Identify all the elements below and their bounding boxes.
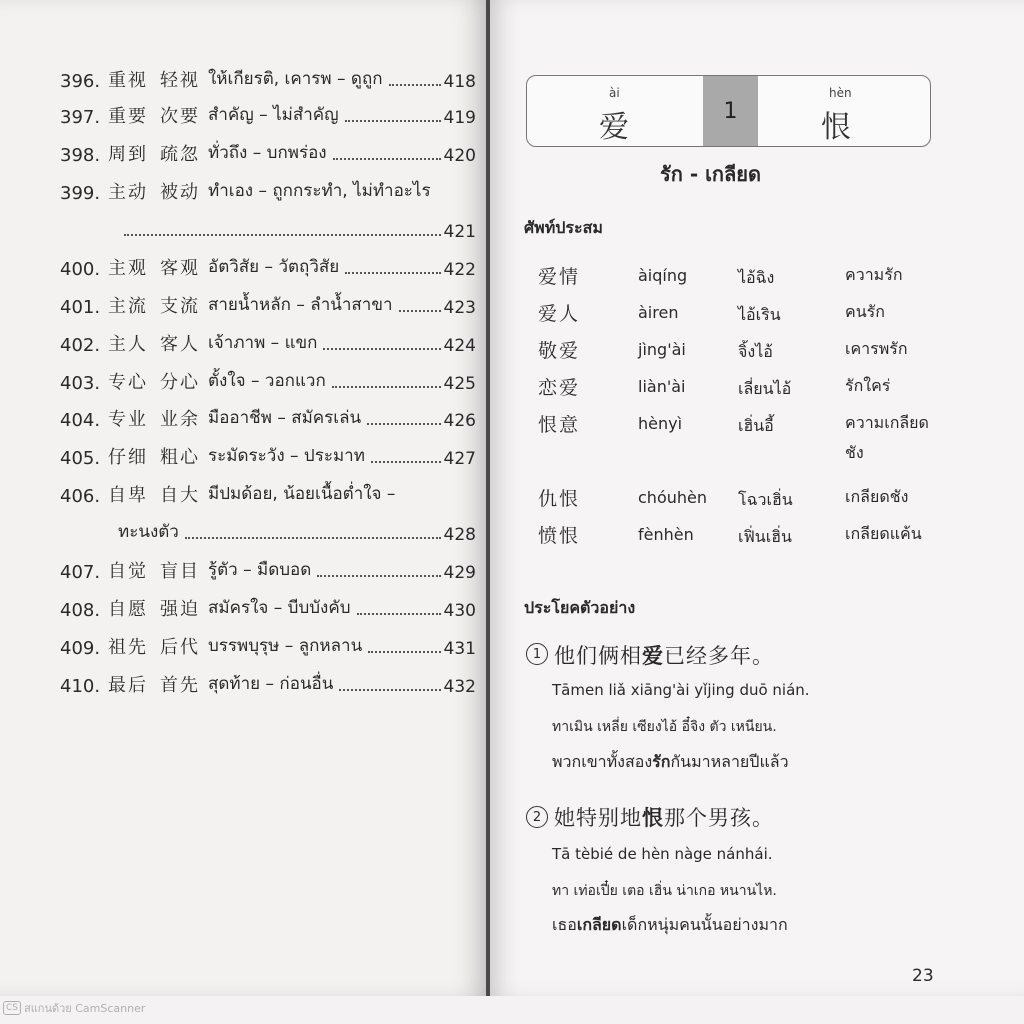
toc-page-number: 421 xyxy=(443,222,476,242)
toc-leader xyxy=(124,234,441,236)
vocab-thai-reading: โฉวเฮิ่น xyxy=(738,490,793,509)
toc-word-2: 分心 xyxy=(160,372,200,393)
example-thai-translation xyxy=(552,913,788,938)
toc-row xyxy=(60,62,476,92)
lesson-title-box xyxy=(526,75,931,147)
toc-row-continuation xyxy=(110,515,476,545)
toc-word-1: 主动 xyxy=(108,182,148,203)
toc-row xyxy=(60,364,476,394)
toc-thai: เจ้าภาพ – แขก xyxy=(208,333,318,353)
toc-page-number: 422 xyxy=(443,260,476,280)
vocab-meaning: ความรัก xyxy=(845,265,903,284)
toc-thai: มีปมด้อย, น้อยเนื้อต่ำใจ – xyxy=(208,484,396,504)
toc-page-number: 427 xyxy=(443,449,476,469)
toc-thai: บรรพบุรุษ – ลูกหลาน xyxy=(208,636,363,656)
toc-page-number: 426 xyxy=(443,411,476,431)
toc-word-2: 客人 xyxy=(160,334,200,355)
toc-row xyxy=(60,250,476,280)
toc-number: 396. xyxy=(60,71,101,92)
example-pinyin: Tā tèbié de hèn nàge nánhái. xyxy=(552,845,773,863)
left-pinyin: ài xyxy=(609,86,620,100)
right-pinyin: hèn xyxy=(829,86,852,100)
scanner-watermark xyxy=(3,999,145,1017)
toc-word-1: 最后 xyxy=(108,675,148,696)
toc-word-1: 周到 xyxy=(108,144,148,165)
toc-number: 410. xyxy=(60,676,101,697)
vocab-word: 恋爱 xyxy=(538,377,581,399)
toc-word-1: 祖先 xyxy=(108,637,148,658)
toc-leader xyxy=(371,461,441,463)
toc-row xyxy=(60,326,476,356)
toc-thai: สุดท้าย – ก่อนอื่น xyxy=(208,674,334,694)
toc-row xyxy=(60,174,476,204)
example-thai-text: เด็กหนุ่มคนนั้นอย่างมาก xyxy=(621,915,788,934)
toc-page-number: 430 xyxy=(443,601,476,621)
example-thai-reading: ทา เท่อเปี๋ย เตอ เฮิ่น น่าเกอ หนานไห. xyxy=(552,883,777,899)
toc-word-2: 疏忽 xyxy=(160,144,200,165)
example-number: 2 xyxy=(526,806,548,828)
toc-page-number: 432 xyxy=(443,677,476,697)
toc-leader xyxy=(333,158,441,160)
toc-leader xyxy=(399,310,441,312)
right-hanzi: 恨 xyxy=(821,110,851,145)
toc-word-2: 强迫 xyxy=(160,599,200,620)
vocab-word: 愤恨 xyxy=(538,525,581,547)
toc-thai: ทำเอง – ถูกกระทำ, ไม่ทำอะไร xyxy=(208,181,431,201)
vocab-thai-reading: เลี่ยนไอ้ xyxy=(738,379,792,398)
example-thai-text: พวกเขาทั้งสอง xyxy=(552,752,653,771)
vocab-thai-reading: เฮิ่นอี้ xyxy=(738,416,774,435)
toc-word-1: 自愿 xyxy=(108,599,148,620)
vocab-pinyin: àiren xyxy=(638,303,679,322)
toc-word-1: 主流 xyxy=(108,296,148,317)
example-pinyin: Tāmen liǎ xiāng'ài yǐjing duō nián. xyxy=(552,681,810,699)
toc-row xyxy=(60,136,476,166)
toc-word-1: 专心 xyxy=(108,372,148,393)
example-thai-keyword: รัก xyxy=(652,752,671,771)
toc-word-1: 专业 xyxy=(108,409,148,430)
vocab-meaning: เคารพรัก xyxy=(845,339,908,358)
vocab-pinyin: liàn'ài xyxy=(638,377,686,396)
toc-word-2: 自大 xyxy=(160,485,200,506)
toc-row xyxy=(60,553,476,583)
example-chinese xyxy=(554,640,774,670)
vocab-pinyin: hènyì xyxy=(638,414,683,433)
toc-row xyxy=(60,98,476,128)
toc-word-1: 主人 xyxy=(108,334,148,355)
toc-row xyxy=(60,439,476,469)
toc-thai: ตั้งใจ – วอกแวก xyxy=(208,371,326,391)
example-keyword: 爱 xyxy=(642,644,664,668)
vocab-meaning: ความเกลียดชัง xyxy=(845,413,929,462)
toc-page-number: 419 xyxy=(443,108,476,128)
vocab-thai-reading: ไอ้เริน xyxy=(738,305,781,324)
toc-word-2: 粗心 xyxy=(160,447,200,468)
toc-number: 397. xyxy=(60,107,101,128)
toc-page-number: 418 xyxy=(443,72,476,92)
toc-leader xyxy=(368,651,440,653)
vocab-thai-reading: จิ้งไอ้ xyxy=(738,342,773,361)
toc-number: 408. xyxy=(60,600,101,621)
lesson-number xyxy=(703,76,758,146)
toc-word-2: 业余 xyxy=(160,409,200,430)
scan-footer xyxy=(0,996,1024,1024)
page-number: 23 xyxy=(912,966,934,986)
left-hanzi: 爱 xyxy=(599,110,629,145)
toc-number: 401. xyxy=(60,297,101,318)
toc-number: 409. xyxy=(60,638,101,659)
toc-word-2: 轻视 xyxy=(160,70,200,91)
toc-page-number: 424 xyxy=(443,336,476,356)
toc-number: 402. xyxy=(60,335,101,356)
toc-leader xyxy=(389,84,441,86)
toc-thai: สมัครใจ – บีบบังคับ xyxy=(208,598,351,618)
toc-word-2: 客观 xyxy=(160,258,200,279)
example-number: 1 xyxy=(526,643,548,665)
toc-leader xyxy=(317,575,440,577)
toc-row xyxy=(60,591,476,621)
toc-leader xyxy=(185,537,441,539)
toc-word-1: 重视 xyxy=(108,70,148,91)
toc-row xyxy=(60,629,476,659)
toc-number: 407. xyxy=(60,562,101,583)
vocab-pinyin: jìng'ài xyxy=(638,340,686,359)
toc-thai: ให้เกียรติ, เคารพ – ดูถูก xyxy=(208,69,383,89)
examples-heading: ประโยคตัวอย่าง xyxy=(524,598,636,617)
toc-number: 404. xyxy=(60,410,101,431)
toc-number: 403. xyxy=(60,373,101,394)
toc-number: 399. xyxy=(60,183,101,204)
toc-thai: มืออาชีพ – สมัครเล่น xyxy=(208,408,362,428)
toc-word-1: 自觉 xyxy=(108,561,148,582)
example-chinese-text: 他们俩相 xyxy=(554,644,642,668)
toc-page-number: 425 xyxy=(443,374,476,394)
toc-thai: สายน้ำหลัก – ลำน้ำสาขา xyxy=(208,295,393,315)
toc-number: 406. xyxy=(60,486,101,507)
example-chinese-text: 她特别地 xyxy=(554,806,642,830)
example-thai-reading: ทาเมิน เหลี่ย เซียงไอ้ อี๋จิง ตัว เหนียน. xyxy=(552,719,777,735)
toc-page-number: 428 xyxy=(443,525,476,545)
toc-word-1: 重要 xyxy=(108,106,148,127)
example-keyword: 恨 xyxy=(642,806,664,830)
toc-number: 400. xyxy=(60,259,101,280)
toc-number: 405. xyxy=(60,448,101,469)
toc-thai: ทั่วถึง – บกพร่อง xyxy=(208,143,327,163)
vocab-meaning: คนรัก xyxy=(845,302,885,321)
vocab-meaning: เกลียดแค้น xyxy=(845,524,922,543)
vocab-pinyin: chóuhèn xyxy=(638,488,707,507)
lesson-number-text: 1 xyxy=(723,98,738,124)
toc-thai: ระมัดระวัง – ประมาท xyxy=(208,446,365,466)
toc-word-1: 主观 xyxy=(108,258,148,279)
toc-leader xyxy=(323,348,440,350)
toc-thai: รู้ตัว – มืดบอด xyxy=(208,560,312,580)
toc-word-2: 后代 xyxy=(160,637,200,658)
example-chinese-text: 已经多年。 xyxy=(664,644,774,668)
toc-row xyxy=(60,288,476,318)
toc-row-continuation xyxy=(110,212,476,242)
toc-row xyxy=(60,401,476,431)
vocab-word: 敬爱 xyxy=(538,340,581,362)
toc-word-2: 次要 xyxy=(160,106,200,127)
toc-thai: อัตวิสัย – วัตถุวิสัย xyxy=(208,257,340,277)
toc-number: 398. xyxy=(60,145,101,166)
vocab-meaning: รักใคร่ xyxy=(845,376,891,395)
example-thai-text: กันมาหลายปีแล้ว xyxy=(670,752,789,771)
vocab-thai-reading: ไอ้ฉิง xyxy=(738,268,775,287)
vocab-word: 仇恨 xyxy=(538,488,581,510)
toc-row xyxy=(60,667,476,697)
lesson-subtitle: รัก - เกลียด xyxy=(660,162,761,186)
toc-word-1: 仔细 xyxy=(108,447,148,468)
toc-leader xyxy=(332,386,441,388)
toc-leader xyxy=(367,423,440,425)
example-chinese-text: 那个男孩。 xyxy=(664,806,774,830)
toc-page-number: 431 xyxy=(443,639,476,659)
example-thai-text: เธอ xyxy=(552,915,577,934)
toc-word-2: 支流 xyxy=(160,296,200,317)
camscanner-icon: CS xyxy=(3,1001,21,1015)
toc-leader xyxy=(357,613,441,615)
toc-page-number: 429 xyxy=(443,563,476,583)
vocab-word: 恨意 xyxy=(538,414,581,436)
vocab-pinyin: fènhèn xyxy=(638,525,694,544)
example-chinese xyxy=(554,802,774,832)
vocab-heading: ศัพท์ประสม xyxy=(524,218,603,237)
example-thai-keyword: เกลียด xyxy=(576,915,622,934)
example-thai-translation xyxy=(552,750,789,775)
toc-page-number: 420 xyxy=(443,146,476,166)
toc-word-2: 盲目 xyxy=(160,561,200,582)
toc-leader xyxy=(339,689,440,691)
toc-leader xyxy=(345,120,441,122)
vocab-pinyin: àiqíng xyxy=(638,266,688,285)
vocab-thai-reading: เฟิ่นเฮิ่น xyxy=(738,527,792,546)
toc-thai: ทะนงตัว xyxy=(118,522,179,542)
toc-word-2: 被动 xyxy=(160,182,200,203)
scanner-watermark-text: สแกนด้วย CamScanner xyxy=(24,1002,146,1015)
toc-thai: สำคัญ – ไม่สำคัญ xyxy=(208,105,339,125)
toc-row xyxy=(60,477,476,507)
vocab-meaning: เกลียดชัง xyxy=(845,487,909,506)
vocab-word: 爱情 xyxy=(538,266,581,288)
toc-word-2: 首先 xyxy=(160,675,200,696)
toc-word-1: 自卑 xyxy=(108,485,148,506)
vocab-word: 爱人 xyxy=(538,303,581,325)
toc-leader xyxy=(345,272,440,274)
toc-page-number: 423 xyxy=(443,298,476,318)
